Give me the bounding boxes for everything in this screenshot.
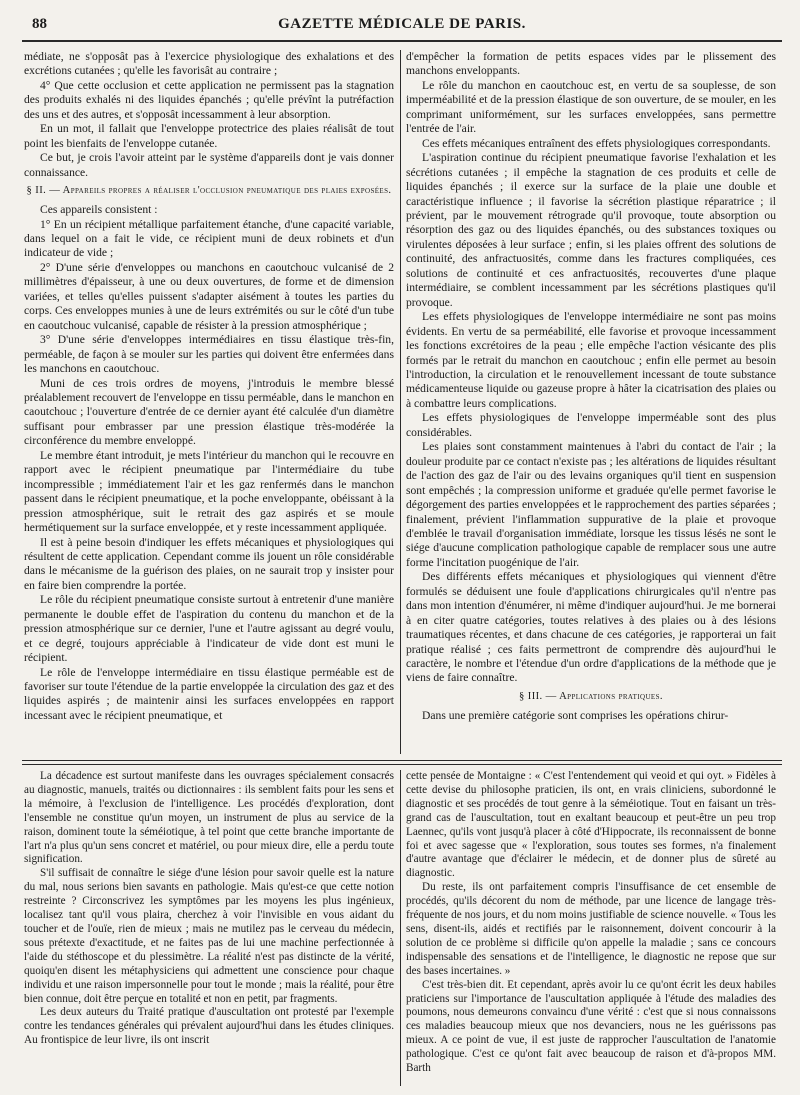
paragraph: cette pensée de Montaigne : « C'est l'entendement qui veoid et qui oyt. » Fidèles à cette devise du philosophe praticien, ils ont, en vrais cliniciens, subordonné le diagnostic et ses procédés de tout genre à la séméiotique. Tout en faisant un très-grand cas de l'auscultation, tout en exaltant beaucoup et peut-être un peu trop Laennec, qu'ils vont jusqu'à placer à côté d'Hippocrate, ils reconnaissent de bonne foi et avec sagesse que « l'exploration, sous toutes ses formes, n'a finalement d'autre avantage que d'éclairer le médecin, et de donner plus de sûreté au diagnostic. [406, 770, 776, 880]
upper-left-column [24, 50, 394, 756]
paragraph: Ces appareils consistent : [40, 203, 158, 217]
paragraph: En un mot, il fallait que l'enveloppe protectrice des plaies réalisât de tout point les bienfaits de l'enveloppe cutanée. [24, 122, 394, 150]
journal-title: GAZETTE MÉDICALE DE PARIS. [278, 16, 526, 32]
paragraph: Les deux auteurs du Traité pratique d'auscultation ont protesté par l'exemple contre les tendances générales qui prévalent aujourd'hui dans les études cliniques. Au frontispice de leur livre, ils ont inscrit [24, 1006, 394, 1047]
paragraph: 2° D'une série d'enveloppes ou manchons en caoutchouc vulcanisé de 2 millimètres d'épaisseur, à une ou deux ouvertures, de forme et de dimension variées, et telles qu'elles puissent s'adapter aisément à toutes les parties du corps. Ces enveloppes munies à une de leurs extrémités ou sur le côté d'un tube en caoutchouc vulcanisé, capable de résister à la pression atmosphérique ; [24, 260, 394, 332]
page-number: 88 [32, 16, 47, 32]
paragraph: médiate, ne s'opposât pas à l'exercice physiologique des exhalations et des excrétions cutanées ; qu'elle les favorisât au contraire ; [24, 50, 394, 78]
feuilleton-rule-top [22, 760, 782, 761]
paragraph: S'il suffisait de connaître le siége d'une lésion pour savoir quelle est la nature du mal, nous serions bien savants en pathologie. Mais qu'est-ce que cette notion restreinte ? Circonscrivez les symptômes par les moyens les plus ingénieux, localisez tant qu'il vous plaira, cherchez à voir l'invisible en vous aidant du toucher et de l'ouïe, rien de mieux ; mais ne mutilez pas le cerveau du médecin, sous prétexte d'exactitude, et ne faites pas de lui une machine perfectionnée à l'aide du stéthoscope et du plessimètre. La réalité n'est pas distincte de la vérité, quoiqu'en disent les métaphysiciens qui admettent une conscience pour chaque individu et une raison impersonnelle pour tout le monde ; mais la réalité, pour être bien connue, doit être perçue en totalité et non en petit, par fragments. [24, 867, 394, 1005]
feuilleton-rule-bottom [22, 764, 782, 765]
column-divider [400, 770, 401, 1086]
paragraph: L'aspiration continue du récipient pneumatique favorise l'exhalation et les sécrétions cutanées ; il empêche la stagnation de ces produits et celle de liquides épanchés ; il exerce sur la surface de la plaie une double et caractéristique influence ; il favorise la sécrétion plastique réparatrice ; il prévient, par le mouvement rétrograde qu'il provoque, toute absorption ou résorption des gaz ou des liquides épanchés, ou des substances toxiques ou virulentes déposées à leur surface ; enfin, si les plaies offrent des solutions de continuité, des anfractuosités, comme dans les fractures compliquées, ces solutions de continuité et ces anfractuosités, recouvertes d'une plaque intermédiaire, se comblent incessamment par les sécrétions plastiques qu'il provoque. [406, 151, 776, 309]
paragraph: Du reste, ils ont parfaitement compris l'insuffisance de cet ensemble de procédés, qu'ils décorent du nom de méthode, par une licence de langage très-fréquente de nos jours, et du nom moins justifiable de science nouvelle. « Tous les sens, disent-ils, aidés et rectifiés par le raisonnement, doivent concourir à la solution de ce problème si difficile qu'on appelle la maladie ; sans ce concours indispensable des sensations et de l'intelligence, le diagnostic ne repose que sur des bases incertaines. » [406, 881, 776, 977]
upper-right-column [406, 50, 776, 756]
paragraph: Dans une première catégorie sont comprises les opérations chirur- [422, 708, 729, 722]
paragraph: Le rôle du récipient pneumatique consiste surtout à entretenir d'une manière permanente le double effet de l'aspiration du contenu du manchon et de la pression atmosphérique sur ce dernier, l'une et l'autre agissant au degré voulu, et ce degré, toujours appréciable à l'indicateur de vide dont est muni le récipient. [24, 593, 394, 665]
paragraph: Des différents effets mécaniques et physiologiques qui viennent d'être formulés se déduisent une foule d'applications chirurgicales qu'il n'entre pas dans mon intention d'énumérer, ni même d'indiquer aujourd'hui. Je me bornerai à en citer quatre catégories, toutes relatives à des plaies ou à des lésions traumatiques récentes, et dans chacune de ces catégories, je rapporterai un fait pratique réalisé ; ces faits permettront de comprendre dès aujourd'hui le caractère, le nombre et l'étendue d'un ordre d'applications de la méthode que je viens de faire connaître. [406, 570, 776, 685]
paragraph: Les effets physiologiques de l'enveloppe imperméable sont des plus considérables. [406, 411, 776, 439]
paragraph: Le rôle de l'enveloppe intermédiaire en tissu élastique perméable est de favoriser sur toute l'étendue de la partie enveloppée la circulation des gaz et des liquides aspirés ; de maintenir ainsi les surfaces enveloppées en rapport incessant avec le récipient pneumatique, et [24, 665, 394, 722]
paragraph: 3° D'une série d'enveloppes intermédiaires en tissu élastique très-fin, perméable, de façon à se mouler sur les parties qui doivent être enfermées dans les manchons en caoutchouc. [24, 333, 394, 376]
paragraph: Les effets physiologiques de l'enveloppe intermédiaire ne sont pas moins évidents. En vertu de sa perméabilité, elle favorise et provoque incessamment les fonctions excrétoires de la peau ; elle empêche l'action vésicante des plis formés par le retrait du manchon en caoutchouc ; enfin elle permet au besoin l'introduction, la circulation et le renouvellement incessant de toute substance médicamenteuse liquide ou gazeuse propre à hâter la cicatrisation des plaies ou à combattre leurs complications. [406, 310, 776, 410]
section-heading-iii: § III. — Applications pratiques. [519, 690, 663, 702]
paragraph: Ces effets mécaniques entraînent des effets physiologiques correspondants. [422, 136, 771, 150]
paragraph: C'est très-bien dit. Et cependant, après avoir lu ce qu'ont écrit les deux habiles praticiens sur l'importance de l'auscultation appliquée à l'étude des maladies des poumons, nous demeurons convaincu d'une vérité : c'est que si nous connaissons ces maladies beaucoup mieux que nos devanciers, nous ne les guérissons pas mieux. A ce point de vue, il est juste de rapprocher l'auscultation de l'anatomie pathologique. C'est ce qu'ont fait avec beaucoup de raison et d'à-propos MM. Barth [406, 978, 776, 1075]
paragraph: Le membre étant introduit, je mets l'intérieur du manchon qui le recouvre en rapport avec le récipient pneumatique par l'intermédiaire du tube incompressible ; immédiatement l'air et les gaz renfermés dans le manchon passent dans le récipient pneumatique, et la poche enveloppante, obéissant à la pression atmosphérique, suit le retrait des gaz aspirés et se moule hermétiquement sur la surface enveloppée, et y reste incessamment appliquée. [24, 448, 394, 535]
paragraph: 4° Que cette occlusion et cette application ne permissent pas la stagnation des produits exhalés ni des liquides épanchés ; qu'elle prévînt la putréfaction des uns et des autres, et s'opposât incessamment à leur absorption. [24, 78, 394, 121]
section-heading-ii: § II. — Appareils propres a réaliser l'occlusion pneumatique des plaies exposées. [26, 185, 392, 197]
lower-right-column [406, 770, 776, 1088]
paragraph: Le rôle du manchon en caoutchouc est, en vertu de sa souplesse, de son imperméabilité et de la pression élastique de son ouverture, de se mouler, en les comprimant uniformément, sur les surfaces enveloppées, sans permettre l'entrée de l'air. [406, 78, 776, 136]
paragraph: Ce but, je crois l'avoir atteint par le système d'appareils dont je vais donner connaissance. [24, 151, 394, 179]
header-rule [22, 40, 782, 42]
column-divider [400, 50, 401, 754]
paragraph: d'empêcher la formation de petits espaces vides par le plissement des manchons enveloppants. [406, 50, 776, 78]
paragraph: Muni de ces trois ordres de moyens, j'introduis le membre blessé préalablement recouvert de l'enveloppe en tissu perméable, dans le manchon en caoutchouc ; l'ouverture d'entrée de ce dernier ayant été calculée d'un diamètre suffisant pour embrasser par une pression élastique très-modérée la circonférence du membre enveloppé. [24, 376, 394, 448]
paragraph: 1° En un récipient métallique parfaitement étanche, d'une capacité variable, dans lequel on a fait le vide, ce récipient muni de deux robinets et d'un indicateur de vide ; [24, 217, 394, 260]
paragraph: Les plaies sont constamment maintenues à l'abri du contact de l'air ; la douleur produite par ce contact n'existe pas ; les altérations de liquides résultant de l'action des gaz de l'air ou des levains organiques qu'il tient en suspension sont empêchés ; la compression uniforme et graduée qu'elle permet favorise le dégorgement des parties enveloppées et le rapprochement des parties séparées ; finalement, prévient l'inflammation suppurative de la plaie et provoque d'emblée le travail d'organisation immédiate, lorsque les tissus lésés ne sont le siége d'aucune complication pathologique capable de remplacer sous une autre forme l'incitation puogénique de l'air. [406, 440, 776, 569]
page-header [22, 10, 782, 40]
lower-left-column [24, 770, 394, 1088]
paragraph: Il est à peine besoin d'indiquer les effets mécaniques et physiologiques qui résultent de cette application. Cependant comme ils jouent un rôle considérable dans le mécanisme de la guérison des plaies, on ne saurait trop y insister pour en faire bien comprendre la portée. [24, 535, 394, 592]
paragraph: La décadence est surtout manifeste dans les ouvrages spécialement consacrés au diagnostic, manuels, traités ou dictionnaires : ils semblent faits pour les sens et la mémoire, à l'exclusion de l'intelligence. Les procédés d'exploration, dont l'ensemble ne constitue qu'un moyen, un instrument de plus au service de la raison, dominent toute la séméiotique, à tel point que cette branche importante de l'art n'a plus qu'un sens concret et matériel, ou pour mieux dire, elle a perdu toute signification. [24, 770, 394, 866]
